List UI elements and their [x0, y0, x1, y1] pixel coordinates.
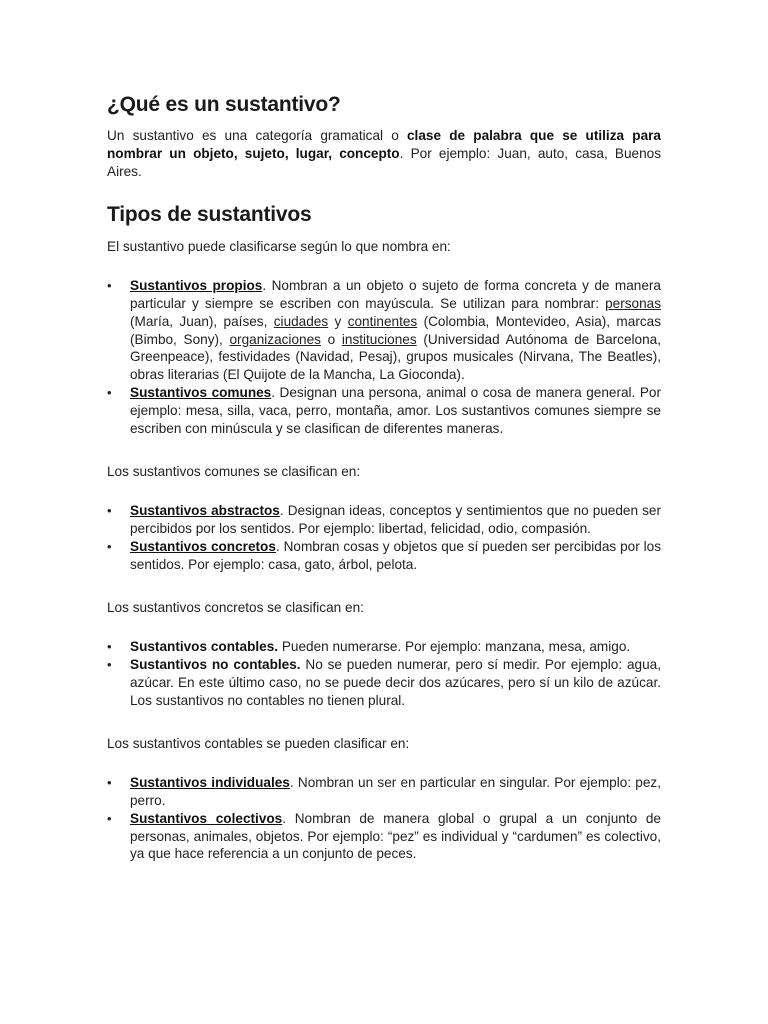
link-organizaciones: organizaciones	[229, 331, 321, 347]
individuales-text: . Nombran un ser en particular en singular. Por ejemplo: pez, perro.	[130, 775, 661, 808]
term-no-contables: Sustantivos no contables.	[130, 656, 301, 672]
link-personas: personas	[605, 295, 661, 311]
list-item-concretos	[107, 538, 661, 574]
contables-text: Pueden numerarse. Por ejemplo: manzana, mesa, amigo.	[278, 639, 631, 655]
term-concretos: Sustantivos concretos	[130, 538, 276, 554]
bullet-icon: •	[107, 775, 112, 791]
propios-text-4: (Colombia, Montevideo, Asia), marcas (Bimbo, Sony),	[130, 313, 661, 347]
lead-paragraph-3: Los sustantivos concretos se clasifican en:	[107, 600, 364, 616]
propios-text-6: (Universidad Autónoma de Barcelona, Greenpeace), festividades (Navidad, Pesaj), grupos musicales (Nirvana, The Beatles), obras literarias (El Quijote de la Mancha, La Gioconda).	[130, 331, 661, 383]
bullet-icon: •	[107, 278, 112, 294]
list-item-no-contables	[107, 656, 661, 709]
link-instituciones: instituciones	[341, 331, 417, 347]
document-content	[107, 92, 661, 863]
link-ciudades: ciudades	[273, 313, 329, 329]
list-item-individuales	[107, 774, 661, 810]
no-contables-text: No se pueden numerar, pero sí medir. Por ejemplo: agua, azúcar. En este último caso, no se puede decir dos azúcares, pero sí un kilo de azúcar. Los sustantivos no contables no tienen plural.	[130, 656, 661, 708]
intro-text-2: . Por ejemplo: Juan, auto, casa, Buenos Aires.	[107, 145, 662, 179]
intro-bold: clase de palabra que se utiliza para nombrar un objeto, sujeto, lugar, concepto	[107, 128, 661, 161]
list-comunes	[107, 502, 661, 573]
term-propios: Sustantivos propios	[130, 278, 263, 294]
bullet-icon: •	[107, 384, 112, 400]
term-comunes: Sustantivos comunes	[130, 384, 272, 400]
colectivos-text: . Nombran de manera global o grupal a un conjunto de personas, animales, objetos. Por ejemplo: “pez” es individual y “cardumen” es colectivo, ya que hace referencia a un conjunto de peces.	[130, 810, 661, 862]
intro-text-1: Un sustantivo es una categoría gramatical o	[107, 128, 407, 143]
propios-text-5: o	[320, 331, 342, 347]
list-contables	[107, 774, 661, 863]
list-item-contables	[107, 638, 661, 656]
term-individuales: Sustantivos individuales	[130, 775, 290, 791]
heading-tipos-de-sustantivos: Tipos de sustantivos	[107, 203, 312, 227]
list-concretos	[107, 638, 661, 709]
link-continentes: continentes	[347, 313, 418, 329]
propios-text-2: (María, Juan), países,	[130, 313, 274, 329]
term-contables: Sustantivos contables.	[130, 639, 279, 655]
abstractos-text: . Designan ideas, conceptos y sentimientos que no pueden ser percibidos por los sentidos. Por ejemplo: libertad, felicidad, odio, compasión.	[130, 503, 661, 536]
bullet-icon: •	[107, 810, 112, 826]
intro-paragraph	[107, 127, 661, 180]
list-item-colectivos	[107, 810, 661, 863]
propios-text-3: y	[328, 313, 348, 329]
term-abstractos: Sustantivos abstractos	[130, 503, 280, 519]
concretos-text: . Nombran cosas y objetos que sí pueden ser percibidas por los sentidos. Por ejemplo: casa, gato, árbol, pelota.	[130, 538, 662, 572]
heading-que-es-un-sustantivo: ¿Qué es un sustantivo?	[107, 93, 341, 116]
lead-paragraph-1: El sustantivo puede clasificarse según lo que nombra en:	[107, 239, 451, 255]
comunes-text: . Designan una persona, animal o cosa de manera general. Por ejemplo: mesa, silla, vaca, perro, montaña, amor. Los sustantivos comunes siempre se escriben con minúscula y se clasifican de diferentes maneras.	[130, 384, 661, 436]
term-colectivos: Sustantivos colectivos	[130, 810, 283, 826]
bullet-icon: •	[107, 503, 112, 519]
lead-paragraph-2: Los sustantivos comunes se clasifican en:	[107, 464, 361, 480]
bullet-icon: •	[107, 656, 112, 672]
list-item-abstractos	[107, 502, 661, 538]
bullet-icon: •	[107, 538, 112, 554]
list-item-propios	[107, 277, 661, 384]
list-item-comunes	[107, 384, 661, 437]
bullet-icon: •	[107, 639, 112, 655]
propios-text-1: . Nombran a un objeto o sujeto de forma concreta y de manera particular y siempre se escriben con mayúscula. Se utilizan para nombrar:	[130, 278, 661, 311]
list-tipos	[107, 277, 661, 437]
lead-paragraph-4: Los sustantivos contables se pueden clasificar en:	[107, 736, 410, 752]
